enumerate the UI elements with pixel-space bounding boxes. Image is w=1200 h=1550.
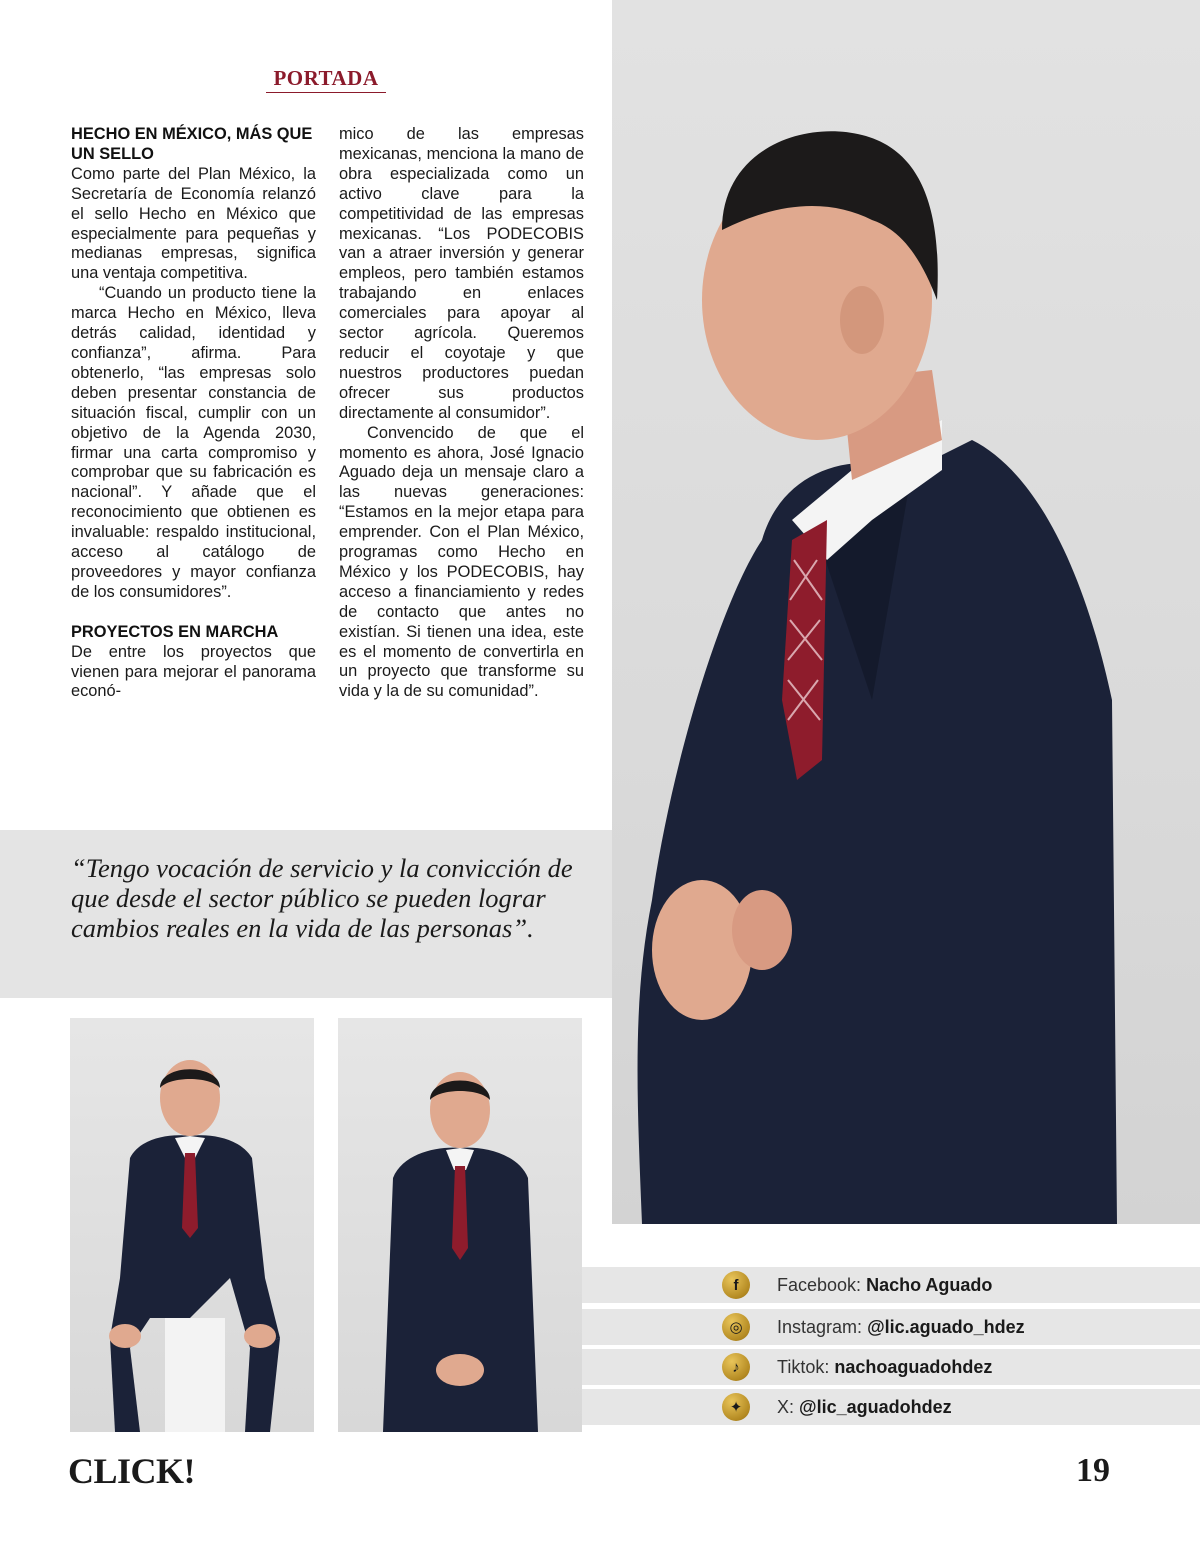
paragraph: De entre los proyectos que vienen para mejorar el panorama econó- [71, 642, 316, 701]
social-handle: @lic_aguadohdez [799, 1397, 952, 1417]
article-column-1 [71, 125, 316, 702]
paragraph: “Cuando un producto tiene la marca Hecho en México, lleva detrás calidad, identidad y confianza”, afirma. Para obtenerlo, “las empresas solo deben presentar constancia de situación fiscal, cumplir con un objetivo de la Agenda 2030, firmar una carta compromiso y comprobar que su fabricación es nacional”. Y añade que el reconocimiento que obtienen es invaluable: respaldo institucional, acceso al catálogo de proveedores y mayor confianza de los consumidores”. [71, 284, 316, 601]
hero-portrait-illustration [612, 0, 1200, 1224]
hero-portrait-photo [612, 0, 1200, 1224]
social-handle: Nacho Aguado [866, 1275, 993, 1295]
social-row-facebook[interactable] [582, 1267, 1200, 1303]
social-handle: nachoaguadohdez [834, 1357, 993, 1377]
social-platform: Instagram: [777, 1317, 863, 1337]
section-heading-proyectos: PROYECTOS EN MARCHA [71, 622, 279, 641]
magazine-logo: CLICK! [68, 1451, 196, 1491]
social-row-tiktok[interactable] [582, 1349, 1200, 1385]
section-heading-hecho-en-mexico: HECHO EN MÉXICO, MÁS QUE UN SELLO [71, 125, 313, 163]
tiktok-icon: ♪ [722, 1353, 750, 1381]
standing-portrait-photo [338, 1018, 582, 1432]
section-label-text: PORTADA [273, 66, 379, 90]
social-row-x[interactable] [582, 1389, 1200, 1425]
seated-portrait-illustration [70, 1018, 314, 1432]
social-label [777, 1275, 992, 1296]
social-label [777, 1357, 992, 1378]
pull-quote: “Tengo vocación de servicio y la convicción de que desde el sector público se pueden lograr cambios reales en la vida de las personas”. [71, 853, 573, 943]
paragraph: mico de las empresas mexicanas, menciona la mano de obra especializada como un activo clave para la competitividad de las empresas mexicanas. “Los PODECOBIS van a atraer inversión y generar empleos, pero también estamos trabajando en enlaces comerciales para apoyar al sector agrícola. Queremos reducir el coyotaje y que nuestros productores puedan ofrecer sus productos directamente al consumidor”. [339, 125, 584, 422]
section-label-rule [266, 92, 386, 93]
social-platform: X: [777, 1397, 795, 1417]
instagram-icon: ◎ [722, 1313, 750, 1341]
social-label [777, 1317, 1025, 1338]
social-platform: Facebook: [777, 1275, 862, 1295]
paragraph: Convencido de que el momento es ahora, José Ignacio Aguado deja un mensaje claro a las nuevas generaciones: “Estamos en la mejor etapa para emprender. Con el Plan México, programas como Hecho en México y los PODECOBIS, hay acceso a financiamiento y redes de contacto que antes no existían. Si tienen una idea, este es el momento de convertirla en un proyecto que transforme su vida y la de su comunidad”. [339, 423, 584, 701]
standing-portrait-illustration [338, 1018, 582, 1432]
social-row-instagram[interactable] [582, 1309, 1200, 1345]
social-handle: @lic.aguado_hdez [867, 1317, 1025, 1337]
page-number: 19 [1076, 1452, 1110, 1489]
section-label [266, 66, 386, 91]
seated-portrait-photo [70, 1018, 314, 1432]
article-column-2 [339, 125, 584, 702]
social-platform: Tiktok: [777, 1357, 830, 1377]
paragraph-gap [71, 603, 316, 623]
paragraph: Como parte del Plan México, la Secretaría de Economía relanzó el sello Hecho en México que especialmente para pequeñas y medianas empresas, significa una ventaja competitiva. [71, 164, 316, 283]
facebook-icon: f [722, 1271, 750, 1299]
social-label [777, 1397, 952, 1418]
twitter-icon: ✦ [722, 1393, 750, 1421]
